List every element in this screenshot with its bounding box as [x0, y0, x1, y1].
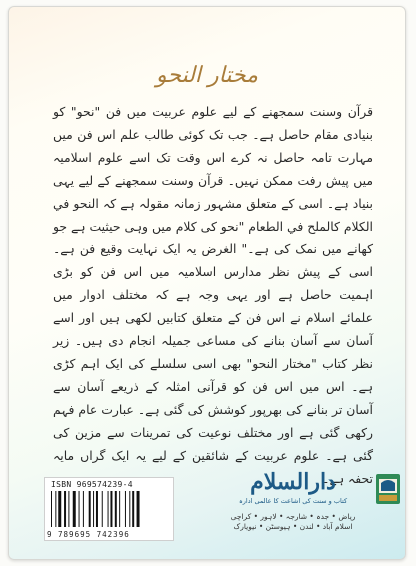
ean-digits: 9 789695 742396 [47, 530, 130, 539]
description-paragraph: قرآن وسنت سمجھنے کے لیے علوم عربیت میں فن "نحو" کو بنیادی مقام حاصل ہے۔ جب تک کوئی طالب علم اس فن میں مہارت تامہ حاصل نہ کرے اس وقت تک اسے علوم اسلامیہ میں پیش رفت ممکن نہیں۔ قرآن وسنت سمجھنے کے لیے یہی بنیاد ہے۔ اسی کے متعلق مشہور زمانہ مقولہ ہے کہ النحو في الكلام كالملح في الطعام "نحو کی کلام میں وہی حیثیت ہے جو کھانے میں نمک کی ہے۔" الغرض یہ ایک نہایت وقیع فن ہے۔ اسی کے پیش نظر مدارس اسلامیہ میں اس فن کو بڑی اہمیت حاصل ہے اور یہی وجہ ہے کہ مختلف ادوار میں علمائے اسلام نے اس فن کے متعلق کتابیں لکھی ہیں اور اسے آسان سے آسان بنانے کی مساعی جمیلہ انجام دی ہیں۔ زیر نظر کتاب "مختار النحو" بھی اسی سلسلے کی ایک اہم کڑی ہے۔ اس میں اس فن کو قرآنی امثلہ کے ذریعے آسان سے آسان تر بنانے کی بھرپور کوشش کی گئی ہے۔ عبارت عام فہم رکھی گئی ہے اور مختلف نوعیت کی تمرینات سے مزین کی گئی ہے۔ علوم عربیت کے شائقین کے لیے یہ ایک گراں مایہ تحفہ ہے۔ [53, 104, 373, 486]
description-text [53, 101, 373, 490]
barcode-label [44, 477, 174, 541]
publisher-name: دارالسلام [250, 469, 336, 495]
publisher-logo-icon [375, 473, 401, 505]
publisher-cities-line2: اسلام آباد • لندن • ہیوسٹن • نیویارک [233, 522, 353, 531]
publisher-block [217, 469, 369, 541]
publisher-cities-line1: ریاض • جدہ • شارجہ • لاہور • کراچی [230, 512, 356, 521]
book-title: مختار النحو [156, 63, 258, 88]
isbn-text: ISBN 969574239-4 [51, 480, 133, 489]
book-back-cover [8, 6, 406, 560]
barcode-icon [51, 491, 167, 527]
publisher-tagline: کتاب و سنت کی اشاعت کا عالمی ادارہ [238, 497, 348, 505]
